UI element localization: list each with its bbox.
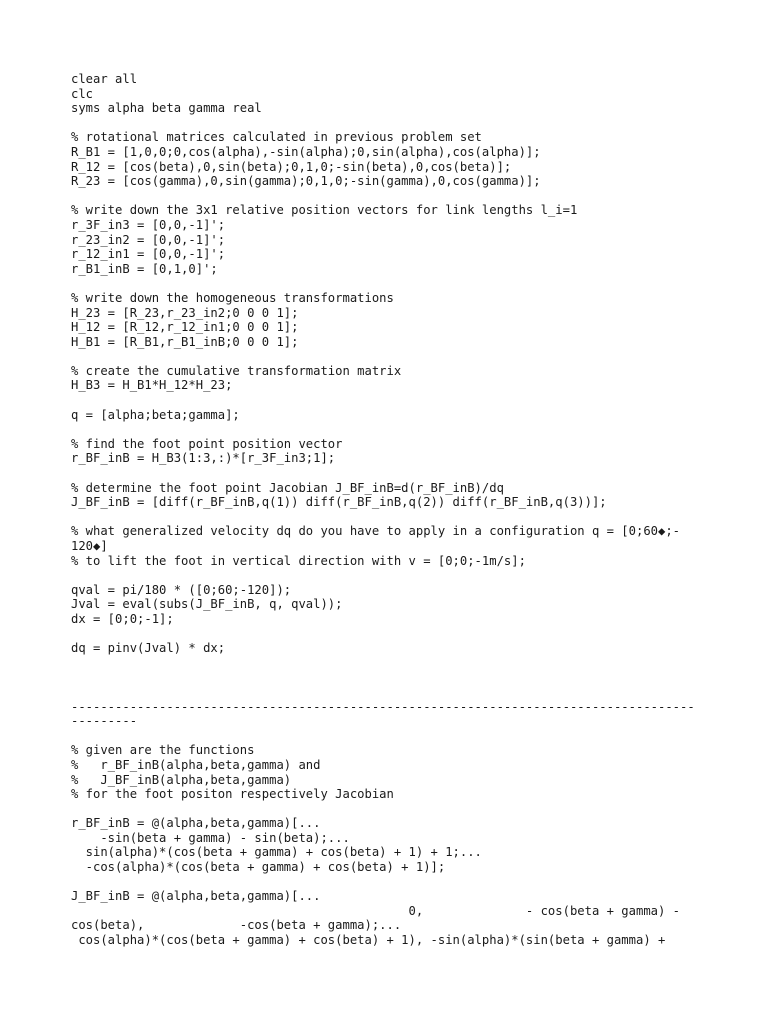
blank-line <box>71 393 711 408</box>
blank-line <box>71 276 711 291</box>
blank-line <box>71 627 711 642</box>
code-line: q = [alpha;beta;gamma]; <box>71 407 240 422</box>
code-document <box>71 72 711 948</box>
code-line: R_B1 = [1,0,0;0,cos(alpha),-sin(alpha);0,sin(alpha),cos(alpha)]; <box>71 144 541 159</box>
code-line: H_23 = [R_23,r_23_in2;0 0 0 1]; <box>71 305 299 320</box>
code-line: 0, - cos(beta + gamma) - <box>71 903 681 918</box>
code-line: % write down the homogeneous transformations <box>71 290 394 305</box>
code-line: R_12 = [cos(beta),0,sin(beta);0,1,0;-sin(beta),0,cos(beta)]; <box>71 159 512 174</box>
code-line: Jval = eval(subs(J_BF_inB, q, qval)); <box>71 597 343 612</box>
code-line: dx = [0;0;-1]; <box>71 611 174 626</box>
code-line: H_12 = [R_12,r_12_in1;0 0 0 1]; <box>71 320 299 335</box>
blank-line <box>71 116 711 131</box>
code-line: -sin(beta + gamma) - sin(beta);... <box>71 830 350 845</box>
code-line: sin(alpha)*(cos(beta + gamma) + cos(beta) + 1) + 1;... <box>71 845 482 860</box>
code-line: 120◆] <box>71 539 108 553</box>
code-line: J_BF_inB = [diff(r_BF_inB,q(1)) diff(r_BF_inB,q(2)) diff(r_BF_inB,q(3))]; <box>71 495 607 510</box>
blank-line <box>71 685 711 700</box>
code-line: % create the cumulative transformation matrix <box>71 363 402 378</box>
code-line: % r_BF_inB(alpha,beta,gamma) and <box>71 757 321 772</box>
blank-line <box>71 422 711 437</box>
code-line: qval = pi/180 * ([0;60;-120]); <box>71 582 292 597</box>
blank-line <box>71 349 711 364</box>
code-line: syms alpha beta gamma real <box>71 101 262 116</box>
code-line: --------- <box>71 714 138 729</box>
code-line: R_23 = [cos(gamma),0,sin(gamma);0,1,0;-sin(gamma),0,cos(gamma)]; <box>71 174 541 189</box>
blank-line <box>71 729 711 744</box>
code-line: dq = pinv(Jval) * dx; <box>71 641 226 656</box>
code-line: % J_BF_inB(alpha,beta,gamma) <box>71 772 292 787</box>
blank-line <box>71 568 711 583</box>
code-line: clear all <box>71 72 138 86</box>
code-line: r_BF_inB = @(alpha,beta,gamma)[... <box>71 816 321 831</box>
code-line: % find the foot point position vector <box>71 436 343 451</box>
code-line: clc <box>71 86 94 101</box>
code-line: % given are the functions <box>71 743 255 758</box>
code-line: ------------------------------------------------------------------------------------- <box>71 699 695 714</box>
code-line: r_B1_inB = [0,1,0]'; <box>71 261 218 276</box>
code-line: % write down the 3x1 relative position vectors for link lengths l_i=1 <box>71 203 578 218</box>
blank-line <box>71 510 711 525</box>
blank-line <box>71 802 711 817</box>
blank-line <box>71 670 711 685</box>
code-line: r_BF_inB = H_B3(1:3,:)*[r_3F_in3;1]; <box>71 451 336 466</box>
code-line: cos(alpha)*(cos(beta + gamma) + cos(beta) + 1), -sin(alpha)*(sin(beta + gamma) + <box>71 933 666 948</box>
code-line: % for the foot positon respectively Jacobian <box>71 787 394 802</box>
code-line: % rotational matrices calculated in previous problem set <box>71 130 482 145</box>
code-line: % to lift the foot in vertical direction with v = [0;0;-1m/s]; <box>71 553 526 568</box>
blank-line <box>71 656 711 671</box>
code-line: H_B3 = H_B1*H_12*H_23; <box>71 378 233 393</box>
blank-line <box>71 466 711 481</box>
code-line: % determine the foot point Jacobian J_BF_inB=d(r_BF_inB)/dq <box>71 480 504 495</box>
code-line: % what generalized velocity dq do you have to apply in a configuration q = [0;60◆;- <box>71 524 681 539</box>
code-line: r_23_in2 = [0,0,-1]'; <box>71 232 226 247</box>
code-line: -cos(alpha)*(cos(beta + gamma) + cos(beta) + 1)]; <box>71 860 446 875</box>
code-line: cos(beta), -cos(beta + gamma);... <box>71 918 402 933</box>
code-line: H_B1 = [R_B1,r_B1_inB;0 0 0 1]; <box>71 334 299 349</box>
blank-line <box>71 189 711 204</box>
code-line: r_12_in1 = [0,0,-1]'; <box>71 247 226 262</box>
code-line: r_3F_in3 = [0,0,-1]'; <box>71 217 226 232</box>
code-line: J_BF_inB = @(alpha,beta,gamma)[... <box>71 889 321 904</box>
blank-line <box>71 875 711 890</box>
